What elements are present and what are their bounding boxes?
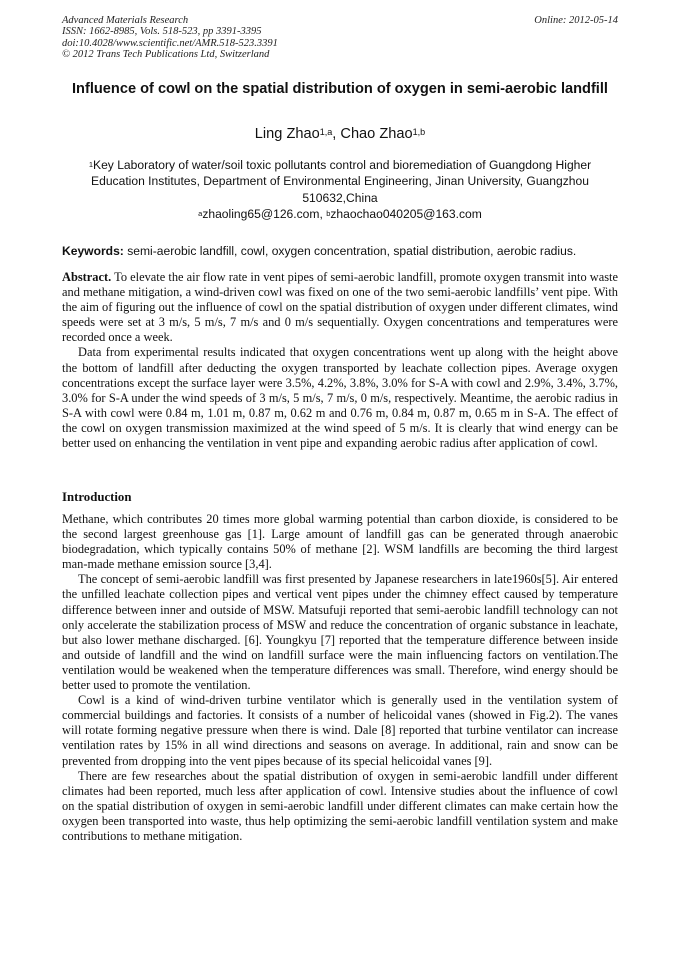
abstract-paragraph bbox=[62, 270, 618, 345]
online-date: Online: 2012-05-14 bbox=[534, 15, 618, 26]
author-separator: , bbox=[332, 126, 341, 142]
introduction-paragraph: There are few researches about the spatial distribution of oxygen in semi-aerobic landfill under different climates had been reported, much less after application of cowl. Intensive studies about the influence of cowl on the spatial distribution of oxygen in semi-aerobic landfill under different climates can make certain how the oxygen been transported into waste, thus help optimizing the semi-aerobic landfill ventilation system and make contributions to methane mitigation. bbox=[62, 768, 618, 843]
keywords-text: semi-aerobic landfill, cowl, oxygen concentration, spatial distribution, aerobic radius. bbox=[123, 244, 577, 258]
abstract-paragraph: Data from experimental results indicated that oxygen concentrations went up along with the height above the bottom of landfill after deducting the oxygen transported by leachate collection pipes. Average oxygen concentrations except the surface layer were 3.5%, 4.2%, 3.8%, 3.0% for S-A with cowl and 2.9%, 3.4%, 3.7%, 3.0% for S-A under the wind speeds of 3 m/s, 5 m/s, 7 m/s, 0 m/s, respectively. Meantime, the aerobic radius in S-A with cowl were 0.84 m, 1.01 m, 0.87 m, 0.62 m and 0.76 m, 0.84 m, 0.87 m, 0.65 m in S-A. The effect of the cowl on oxygen transmission maximized at the wind speed of 5 m/s. It is clearly that wind energy can be better used on enhancing the ventilation in vent pipe and expanding aerobic radius after application of cowl. bbox=[62, 345, 618, 451]
email-address: zhaochao040205@163.com bbox=[330, 207, 482, 221]
keywords bbox=[62, 243, 618, 259]
author-name: Ling Zhao bbox=[254, 126, 320, 142]
email-mark: a bbox=[198, 208, 203, 218]
affiliation-text: Key Laboratory of water/soil toxic pollutants control and bioremediation of Guangdong Higher Education Institutes, Department of Environmental Engineering, Jinan University, Guangzhou 510632,China bbox=[91, 158, 592, 205]
abstract-label: Abstract. bbox=[62, 270, 112, 284]
author-affiliation-mark: 1,a bbox=[319, 127, 333, 138]
introduction-paragraph: Cowl is a kind of wind-driven turbine ventilator which is generally used in the ventilation system of commercial buildings and factories. It consists of a number of helicoidal vanes (showed in Fig.2). The vanes will rotate forming negative pressure when there is wind. Dale [8] reported that turbine ventilator can increase ventilation rates by 15% in all wind directions and seasons on average. In additional, rain and snow can be prevented from dropping into the vent pipes because of its special helicoidal vanes [9]. bbox=[62, 693, 618, 768]
author-emails bbox=[62, 206, 618, 222]
introduction-section bbox=[62, 512, 618, 844]
author-name: Chao Zhao bbox=[340, 126, 413, 142]
journal-header bbox=[62, 15, 618, 61]
introduction-paragraph: Methane, which contributes 20 times more global warming potential than carbon dioxide, is considered to be the second largest greenhouse gas [1]. Large amount of landfill gas can be generated through anaerobic biodegradation, which typically contains 50% of methane [2]. WSM landfills are becoming the third largest man-made methane emission source [3,4]. bbox=[62, 512, 618, 572]
journal-doi: doi:10.4028/www.scientific.net/AMR.518-523.3391 bbox=[62, 37, 278, 49]
email-address: zhaoling65@126.com, bbox=[202, 207, 327, 221]
author-affiliation-mark: 1,b bbox=[412, 127, 426, 138]
keywords-label: Keywords: bbox=[62, 244, 124, 258]
journal-issn: ISSN: 1662-8985, Vols. 518-523, pp 3391-3395 bbox=[62, 26, 262, 38]
abstract-text: To elevate the air flow rate in vent pipes of semi-aerobic landfill, promote oxygen transmit into waste and methane mitigation, a wind-driven cowl was fixed on one of the two semi-aerobic landfills’ vent pipe. With the aim of figuring out the influence of cowl on the spatial distribution of oxygen under different climates, wind speeds were set at 3 m/s, 5 m/s, 7 m/s and 0 m/s sequentially. Oxygen concentrations and temperatures were recorded once a week. bbox=[62, 270, 618, 345]
introduction-paragraph: The concept of semi-aerobic landfill was first presented by Japanese researchers in late1960s[5]. Air entered the unfilled leachate collection pipes and vertical vent pipes under the chimney effect caused by temperature difference between inner and outside of MSW. Matsufuji reported that semi-aerobic landfill technology can not only accelerate the stabilization process of MSW and reduce the concentration of organic substance in leachate, but also lower methane discharged. [6]. Youngkyu [7] reported that the temperature difference between inside and outside of landfill and the wind on landfill surface were the main influencing factors on ventilation.The ventilation would be weakened when the temperature differences was small. Therefore, wind energy should be better used to promote the ventilation. bbox=[62, 572, 618, 693]
affiliation bbox=[70, 157, 610, 206]
journal-name: Advanced Materials Research bbox=[62, 15, 189, 26]
abstract-section bbox=[62, 270, 618, 451]
affiliation-mark: 1 bbox=[88, 159, 93, 169]
email-mark: b bbox=[326, 208, 331, 218]
paper-title: Influence of cowl on the spatial distribution of oxygen in semi-aerobic landfill bbox=[72, 81, 608, 97]
section-heading-introduction: Introduction bbox=[62, 490, 132, 504]
author-list bbox=[62, 125, 618, 143]
journal-copyright: © 2012 Trans Tech Publications Ltd, Switzerland bbox=[62, 49, 270, 61]
